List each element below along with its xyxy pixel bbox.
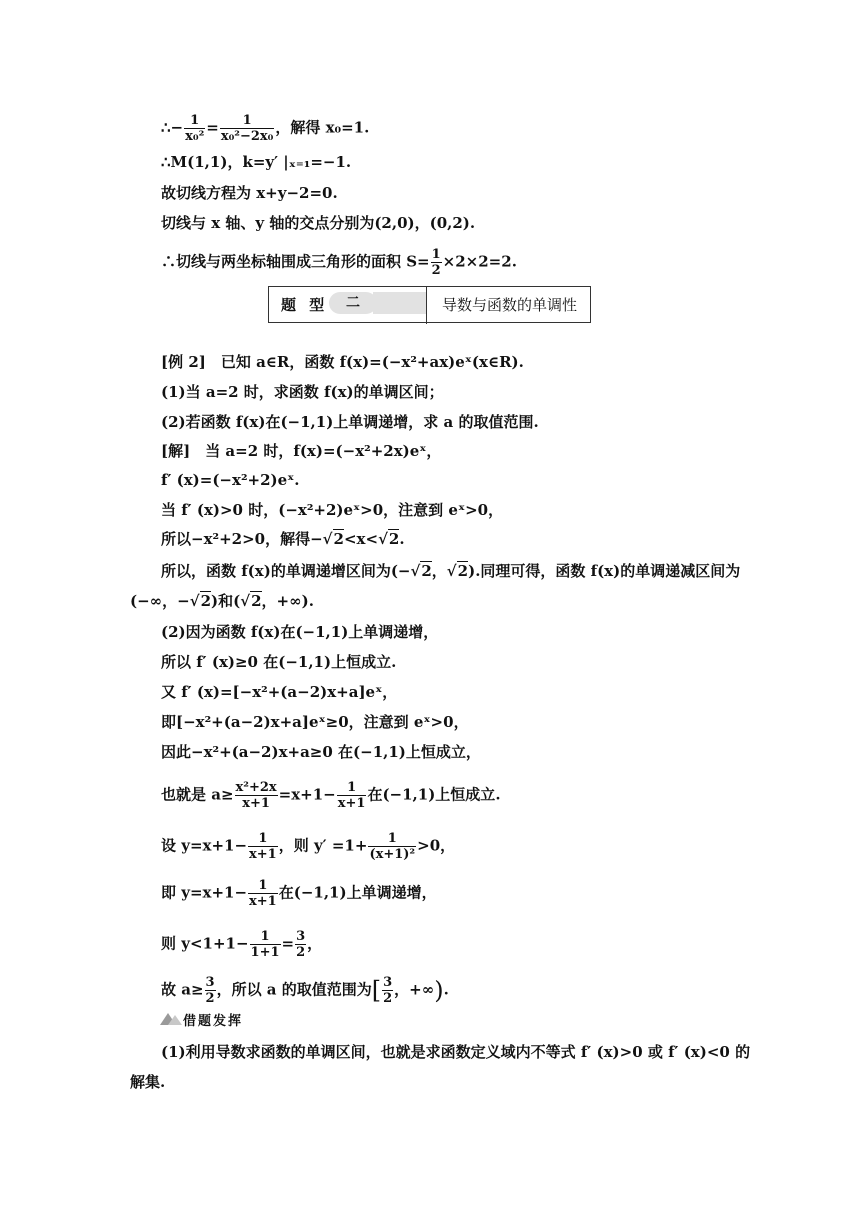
denominator: 2 <box>205 991 215 1006</box>
numerator: 1 <box>220 113 275 129</box>
sqrt-radicand: 2 <box>421 562 432 580</box>
solution-line: (−∞，−√2)和(√2，+∞). <box>130 592 314 610</box>
text: ， <box>307 934 323 953</box>
solution-line <box>161 780 501 811</box>
numerator: 1 <box>248 878 278 894</box>
text: 也就是 a≥ <box>161 785 234 804</box>
text: ，则 y′ =1+ <box>278 836 368 855</box>
fraction <box>337 780 367 811</box>
solution-line: [解] 当 a=2 时，f(x)=(−x²+2x)eˣ， <box>161 442 442 460</box>
text: 所以，函数 f(x)的单调递增区间为(− <box>161 562 411 580</box>
fraction <box>295 929 306 960</box>
line-3: 故切线方程为 x+y−2=0. <box>161 184 338 202</box>
fraction <box>250 929 281 960</box>
numerator: 1 <box>368 831 416 847</box>
sqrt-radicand: 2 <box>251 592 262 610</box>
banner-label: 题 型 <box>281 296 329 314</box>
text: ∴− <box>161 118 184 137</box>
solution-line: 当 f′ (x)>0 时，(−x²+2)eˣ>0，注意到 eˣ>0， <box>161 501 504 519</box>
line-4: 切线与 x 轴、y 轴的交点分别为(2,0)，(0,2). <box>161 214 476 232</box>
fraction <box>220 113 275 144</box>
text: = <box>206 118 219 137</box>
denominator: 2 <box>296 945 306 960</box>
numerator: 1 <box>248 831 278 847</box>
solution-line: f′ (x)=(−x²+2)eˣ. <box>161 471 300 489</box>
text: ， <box>431 562 447 580</box>
text: 故 a≥ <box>161 980 204 999</box>
text: = <box>281 934 295 953</box>
fraction <box>235 780 278 811</box>
denominator: x₀²−2x₀ <box>220 129 274 144</box>
sqrt-radicand: 2 <box>457 562 469 580</box>
numerator: 3 <box>383 975 393 990</box>
line-2: ∴M(1,1)，k=y′ |ₓ₌₁=−1. <box>161 153 352 171</box>
solution-line: 所以−x²+2>0，解得−√2<x<√2. <box>161 530 405 548</box>
numerator: 1 <box>250 929 281 945</box>
question-1: (1)当 a=2 时，求函数 f(x)的单调区间； <box>161 383 444 401</box>
text: ，+∞). <box>261 592 314 610</box>
banner-title: 导数与函数的单调性 <box>442 296 578 314</box>
fraction <box>205 975 216 1006</box>
solution-line <box>161 975 449 1006</box>
text: 设 y=x+1− <box>161 836 248 855</box>
numerator: 1 <box>337 780 367 796</box>
question-2: (2)若函数 f(x)在(−1,1)上单调递增，求 a 的取值范围. <box>161 413 539 431</box>
solution-line: 所以，函数 f(x)的单调递增区间为(−√2，√2).同理可得，函数 f(x)的单调递减区间为 <box>161 562 741 580</box>
text: . <box>399 530 405 548</box>
numerator: 1 <box>431 247 441 262</box>
text: )和( <box>211 592 241 610</box>
banner-divider <box>426 287 427 324</box>
solution-line: 又 f′ (x)=[−x²+(a−2)x+a]eˣ， <box>161 683 398 701</box>
text: ).同理可得，函数 f(x)的单调递减区间为 <box>468 562 741 580</box>
fraction <box>382 975 393 1006</box>
denominator: x+1 <box>249 847 277 862</box>
fraction <box>248 878 278 909</box>
numerator: 3 <box>205 975 215 990</box>
text: (−∞，− <box>130 592 190 610</box>
denominator: x+1 <box>337 796 366 811</box>
text: ，+∞ <box>394 980 435 999</box>
text: ∴切线与两坐标轴围成三角形的面积 S= <box>161 252 430 271</box>
solution-line <box>161 878 437 909</box>
bracket: [ <box>371 976 382 1005</box>
fraction <box>368 831 416 862</box>
text: ×2×2=2. <box>442 252 517 271</box>
denominator: 2 <box>383 991 393 1006</box>
text: 则 y<1+1− <box>161 934 249 953</box>
numerator: 1 <box>184 113 205 129</box>
numerator: 3 <box>296 929 306 944</box>
sqrt-radicand: 2 <box>388 530 400 548</box>
triangle-icon <box>160 1011 182 1025</box>
text: 即 y=x+1− <box>161 883 248 902</box>
line-5 <box>161 247 517 278</box>
denominator: x+1 <box>242 796 270 811</box>
text: ，所以 a 的取值范围为 <box>216 980 372 999</box>
fraction <box>431 247 442 278</box>
solution-line <box>161 831 455 862</box>
text: =x+1− <box>278 785 336 804</box>
text: ，解得 x₀=1. <box>275 118 370 137</box>
denominator: x₀² <box>185 129 205 144</box>
sqrt-radicand: 2 <box>333 530 344 548</box>
denominator: x+1 <box>249 894 277 909</box>
fraction <box>248 831 278 862</box>
numerator: x²+2x <box>235 780 277 795</box>
tip-paragraph: (1)利用导数求函数的单调区间，也就是求函数定义域内不等式 f′ (x)>0 或 f′ (x)<0 的 <box>161 1043 751 1061</box>
solution-line: 因此−x²+(a−2)x+a≥0 在(−1,1)上恒成立， <box>161 743 481 761</box>
solution-line: 即[−x²+(a−2)x+a]eˣ≥0，注意到 eˣ>0， <box>161 713 469 731</box>
tip-paragraph: 解集. <box>130 1073 166 1091</box>
text: >0， <box>417 836 456 855</box>
solution-line <box>161 929 322 960</box>
solution-line: 所以 f′ (x)≥0 在(−1,1)上恒成立. <box>161 653 397 671</box>
section-banner <box>268 286 591 323</box>
denominator: (x+1)² <box>369 847 416 862</box>
tip-label: 借题发挥 <box>183 1014 244 1029</box>
banner-number: 二 <box>329 292 377 314</box>
banner-decoration <box>373 292 426 314</box>
fraction <box>184 113 205 144</box>
solution-line: (2)因为函数 f(x)在(−1,1)上单调递增， <box>161 623 439 641</box>
text: 在(−1,1)上恒成立. <box>367 785 501 804</box>
bracket: ) <box>434 976 444 1005</box>
line-1 <box>161 113 369 144</box>
denominator: 2 <box>431 263 441 278</box>
text: 在(−1,1)上单调递增， <box>278 883 437 902</box>
text: . <box>443 980 449 999</box>
denominator: 1+1 <box>250 945 280 960</box>
text: <x< <box>343 530 379 548</box>
example-head: [例 2] 已知 a∈R，函数 f(x)=(−x²+ax)eˣ(x∈R). <box>161 353 524 371</box>
sqrt-radicand: 2 <box>200 592 212 610</box>
text: 所以−x²+2>0，解得− <box>161 530 323 548</box>
